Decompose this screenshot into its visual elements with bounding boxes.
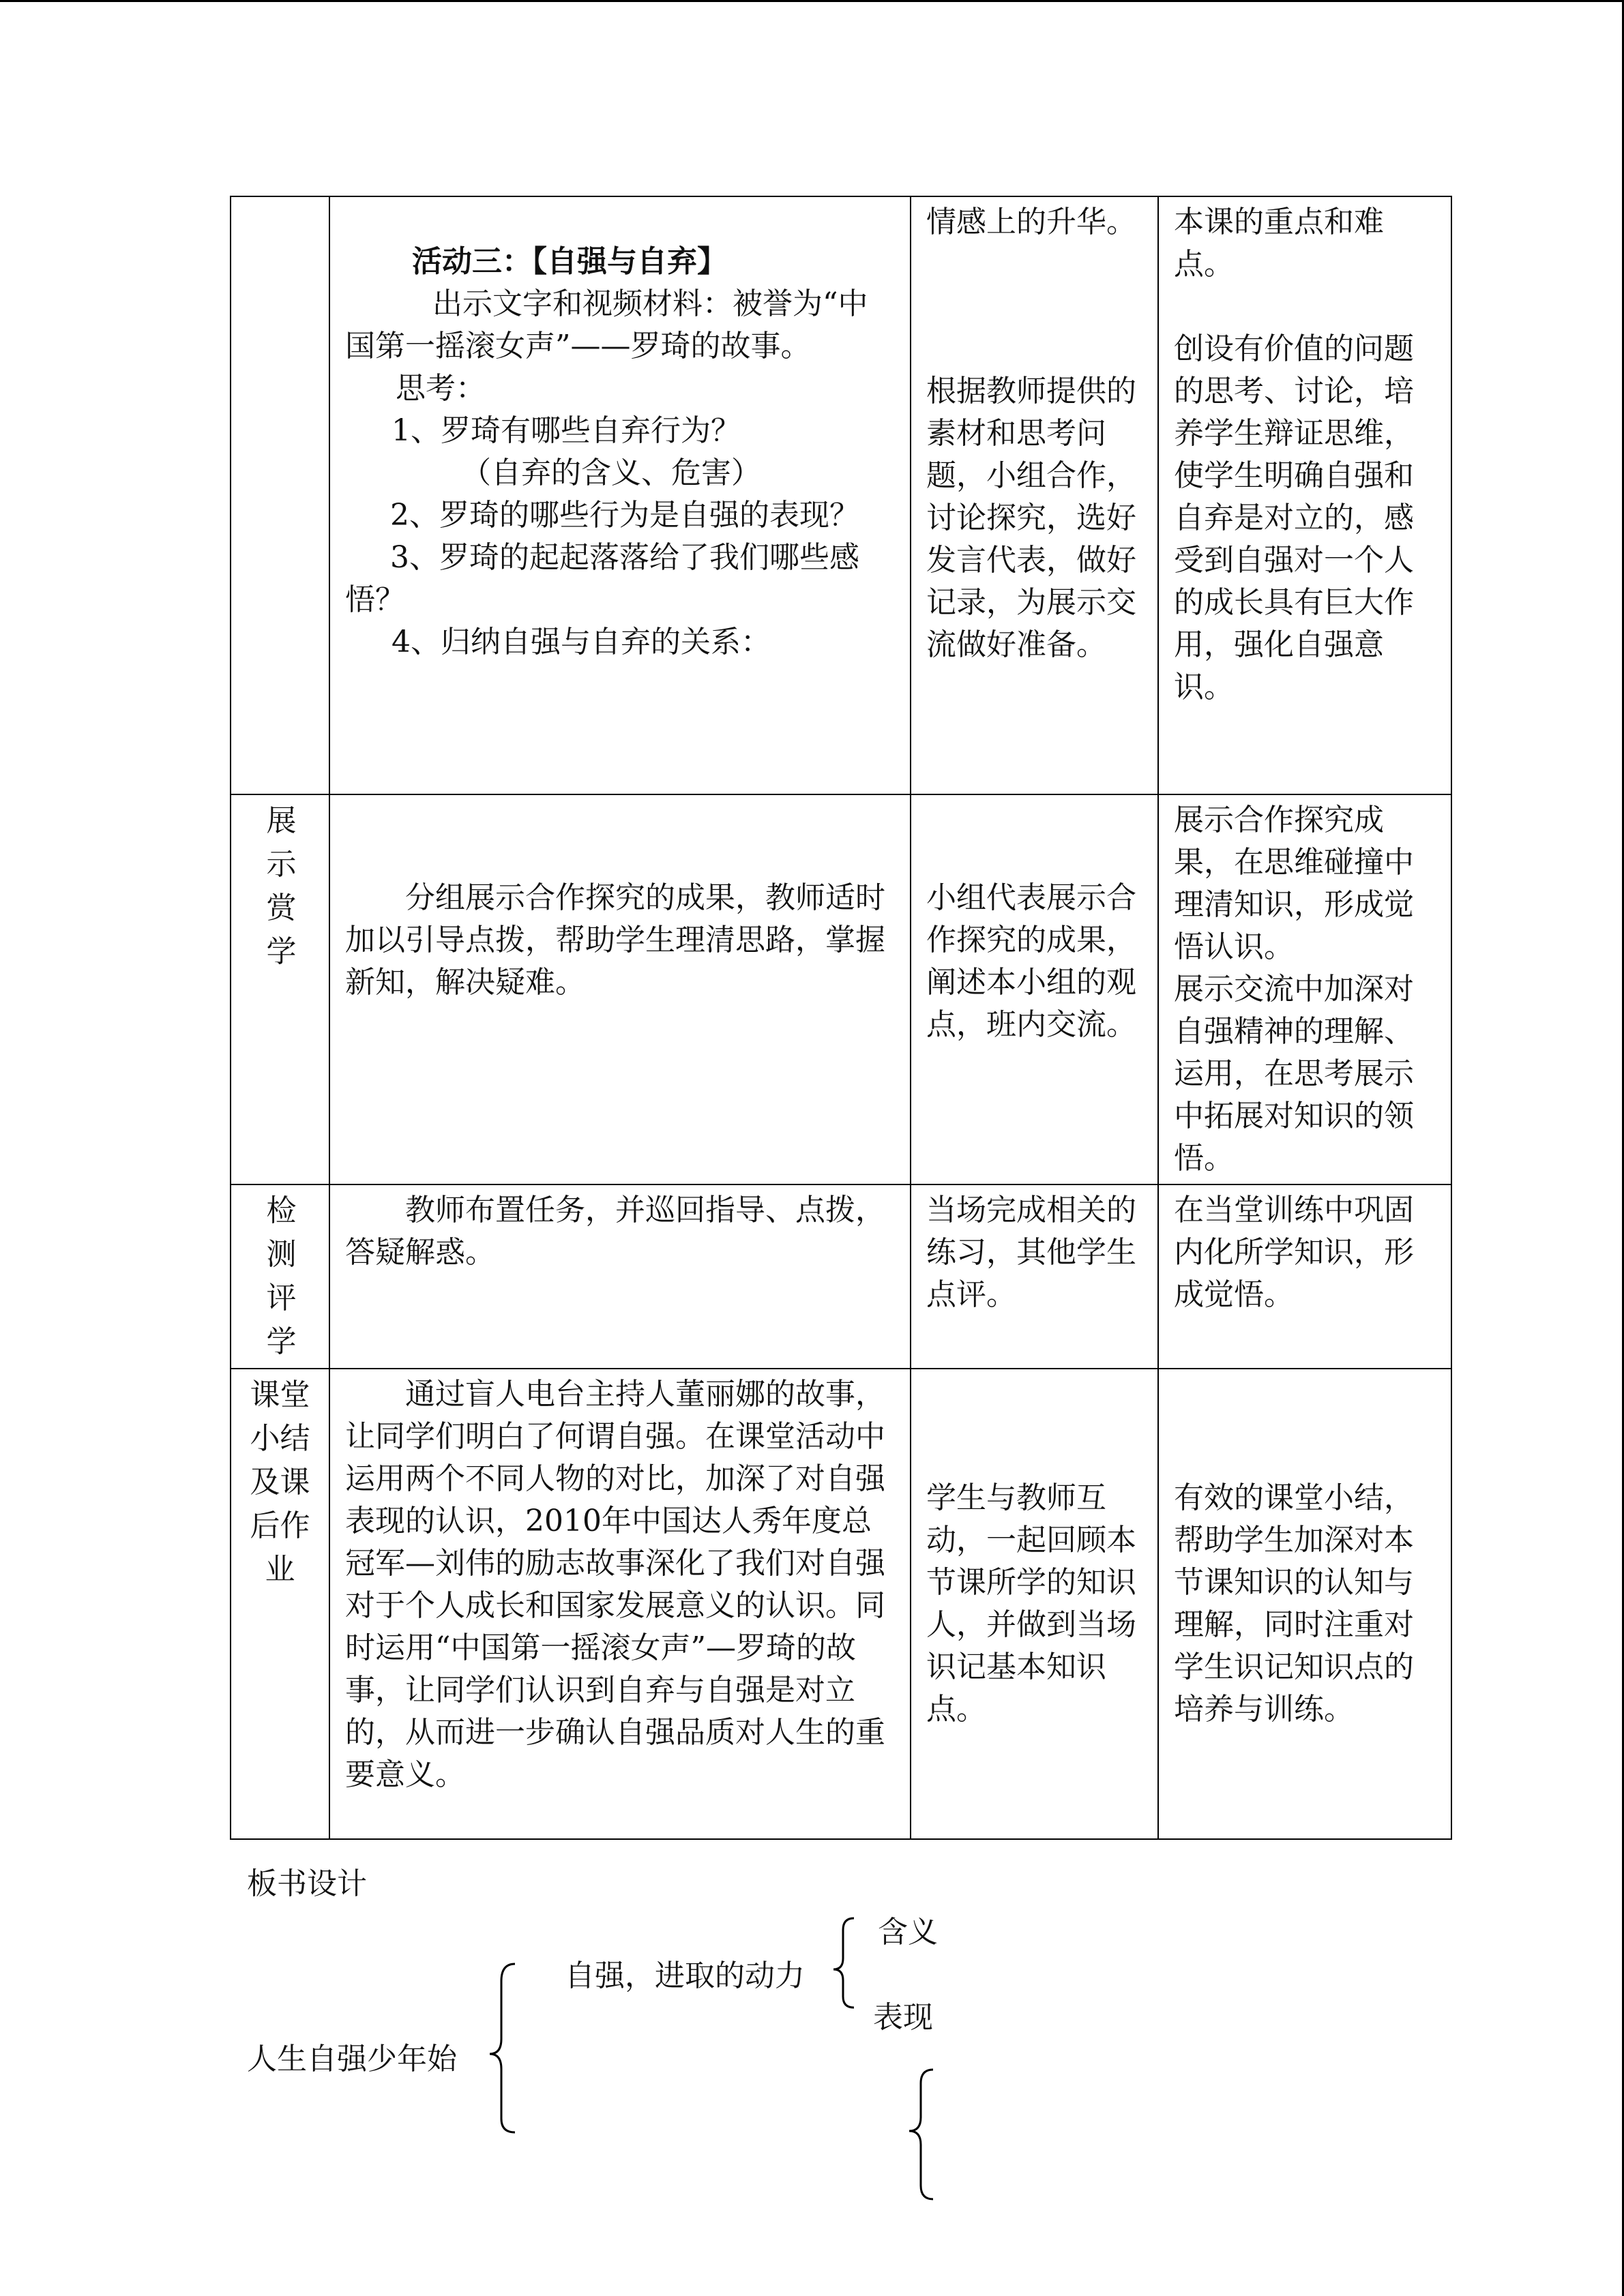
board-leaf-expression: 表现 <box>873 2000 933 2035</box>
intent-text: 在当堂训练中巩固内化所学知识，形成觉悟。 <box>1174 1193 1414 1312</box>
intent-text-2: 展示交流中加深对自强精神的理解、运用，在思考展示中拓展对知识的领悟。 <box>1174 972 1414 1176</box>
brace-large-icon <box>490 1964 515 2132</box>
student-text: 当场完成相关的练习，其他学生点评。 <box>926 1193 1136 1312</box>
student-text: 学生与教师互动，一起回顾本节课所学的知识人，并做到当场识记基本知识点。 <box>926 1480 1136 1727</box>
stage-label-assessment: 检 测 评 学 <box>231 1184 329 1369</box>
intent-text-2: 创设有价值的问题的思考、讨论，培养学生辩证思维，使学生明确自强和自弃是对立的，感受到自强对一个人的成长具有巨大作用，强化自强意识。 <box>1174 331 1414 704</box>
question-4: 4、归纳自强与自弃的关系： <box>392 625 771 659</box>
board-branch-text: 自强，进取的动力 <box>565 1958 805 1993</box>
board-leaf-meaning: 含义 <box>878 1915 938 1950</box>
board-root-text: 人生自强少年始 <box>247 2042 457 2076</box>
intent-text-1: 展示合作探究成果，在思维碰撞中理清知识，形成觉悟认识。 <box>1174 803 1414 964</box>
brace-empty-icon <box>909 2070 933 2199</box>
student-text: 小组代表展示合作探究的成果，阐述本小组的观点，班内交流。 <box>926 880 1136 1042</box>
activity-text: 分组展示合作探究的成果，教师适时加以引导点拨，帮助学生理清思路，掌握新知，解决疑难。 <box>345 880 885 1000</box>
board-design-title: 板书设计 <box>247 1866 367 1901</box>
activity-text: 教师布置任务，并巡回指导、点拨，答疑解惑。 <box>345 1193 885 1270</box>
activity-text: 通过盲人电台主持人董丽娜的故事，让同学们明白了何谓自强。在课堂活动中运用两个不同人物的对比，加深了对自强表现的认识，2010年中国达人秀年度总冠军—刘伟的励志故事深化了我们对自强对于个人成长和国家发展意义的认识。同时运用“中国第一摇滚女声”—罗琦的故事，让同学们认识到自弃与自强是对立的，从而进一步确认自强品质对人生的重要意义。 <box>345 1377 885 1792</box>
question-1: 1、罗琦有哪些自弃行为？ <box>392 413 741 448</box>
question-3: 3、罗琦的起起落落给了我们哪些感悟？ <box>345 540 859 617</box>
intent-text: 有效的课堂小结，帮助学生加深对本节课知识的认知与理解，同时注重对学生识记知识点的培养与训练。 <box>1174 1480 1414 1727</box>
activity-title: 活动三：【自强与自弃】 <box>412 244 727 279</box>
student-text-2: 根据教师提供的素材和思考问题，小组合作，讨论探究，选好发言代表，做好记录，为展示交流做好准备。 <box>926 374 1136 662</box>
activity-think-label: 思考： <box>396 371 486 406</box>
student-text-1: 情感上的升华。 <box>926 205 1136 239</box>
intent-text-1: 本课的重点和难点。 <box>1174 205 1384 282</box>
question-1-hint: （自弃的含义、危害） <box>461 456 761 490</box>
stage-label-display: 展 示 赏 学 <box>231 794 329 1184</box>
stage-label-summary: 课堂 小结 及课 后作 业 <box>231 1369 329 1839</box>
activity-material: 出示文字和视频材料：被誉为“中国第一摇滚女声”——罗琦的故事。 <box>345 286 868 363</box>
question-2: 2、罗琦的哪些行为是自强的表现？ <box>390 498 859 533</box>
brace-small-icon <box>833 1918 854 2008</box>
